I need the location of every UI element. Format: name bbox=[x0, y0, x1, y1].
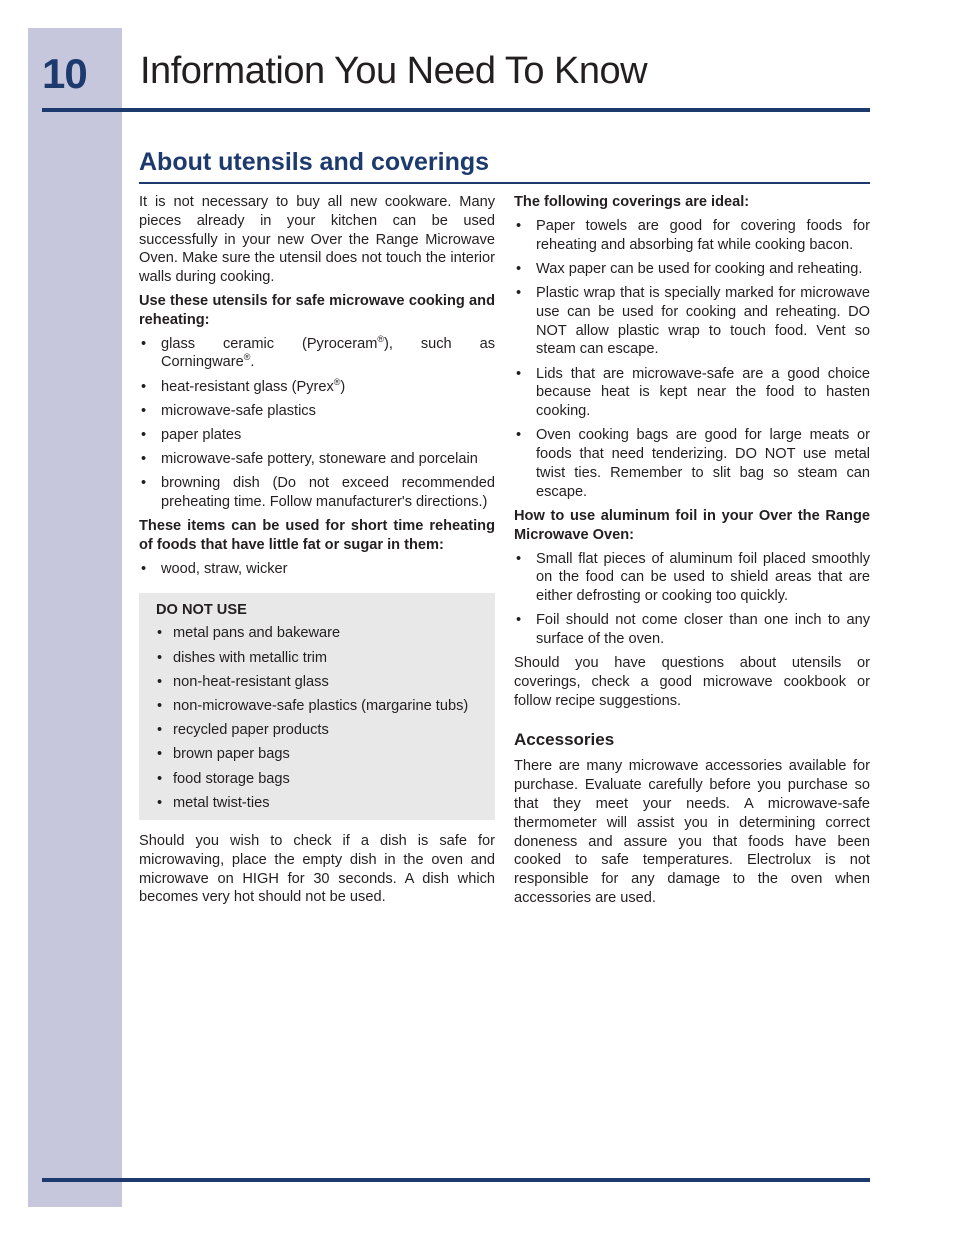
section-title: About utensils and coverings bbox=[139, 148, 490, 176]
list-item: • non-heat-resistant glass bbox=[157, 673, 329, 690]
list-item: • paper plates bbox=[141, 426, 242, 443]
list-item: • Lids that are microwave-safe are a good choice because heat is kept near the food to hasten cooking. bbox=[516, 365, 870, 420]
section-rule bbox=[139, 182, 870, 184]
footer-rule bbox=[42, 1178, 870, 1182]
page-sidebar-band bbox=[28, 28, 122, 1207]
accessories-paragraph: There are many microwave accessories available for purchase. Evaluate carefully before you purchase so that they meet your needs. A microwave-safe thermometer will assist you in determining correct doneness and assure you that foods have been cooked to safe temperatures. Electrolux is not responsible for any damage to the oven when accessories are used. bbox=[514, 758, 870, 907]
dish-check-paragraph: Should you wish to check if a dish is safe for microwaving, place the empty dish in the oven and microwave on HIGH for 30 seconds. A dish which becomes very hot should not be used. bbox=[139, 832, 495, 906]
list-item: • browning dish (Do not exceed recommended preheating time. Follow manufacturer's directions.) bbox=[141, 475, 495, 511]
do-not-use-list bbox=[156, 624, 483, 812]
page-title: Information You Need To Know bbox=[140, 50, 648, 92]
use-utensils-list bbox=[139, 335, 495, 512]
list-item: • Foil should not come closer than one inch to any surface of the oven. bbox=[516, 612, 870, 648]
intro-paragraph: It is not necessary to buy all new cookware. Many pieces already in your kitchen can be used successfully in your new Over the Range Microwave Oven. Make sure the utensil does not touch the interior walls during cooking. bbox=[139, 194, 495, 286]
left-column bbox=[139, 193, 495, 912]
coverings-heading: The following coverings are ideal: bbox=[514, 194, 750, 210]
short-reheating-heading: These items can be used for short time reheating of foods that have little fat or sugar in them: bbox=[139, 518, 495, 554]
list-item: • non-microwave-safe plastics (margarine tubs) bbox=[157, 698, 469, 715]
foil-heading: How to use aluminum foil in your Over the Range Microwave Oven: bbox=[514, 507, 870, 543]
short-reheating-list bbox=[139, 560, 495, 579]
right-column bbox=[514, 193, 870, 913]
list-item: • glass ceramic (Pyroceram®), such as Corningware®. bbox=[141, 333, 495, 371]
foil-list bbox=[514, 550, 870, 649]
coverings-list bbox=[514, 217, 870, 502]
header-rule bbox=[42, 108, 870, 112]
list-item: • Small flat pieces of aluminum foil placed smoothly on the food can be used to shield areas that are either defrosting or cooking too quickly. bbox=[516, 550, 870, 605]
list-item: • Plastic wrap that is specially marked for microwave use can be used for cooking and reheating. DO NOT allow plastic wrap to touch food. Vent so steam can escape. bbox=[516, 284, 870, 358]
list-item: • microwave-safe pottery, stoneware and porcelain bbox=[141, 451, 478, 468]
page-number: 10 bbox=[42, 50, 87, 97]
use-utensils-heading: Use these utensils for safe microwave cooking and reheating: bbox=[139, 292, 495, 328]
list-item: • dishes with metallic trim bbox=[157, 649, 328, 666]
list-item: • microwave-safe plastics bbox=[141, 402, 316, 419]
do-not-use-title: DO NOT USE bbox=[156, 601, 247, 618]
list-item: • metal twist-ties bbox=[157, 794, 270, 811]
list-item: • Oven cooking bags are good for large meats or foods that need tenderizing. DO NOT use metal twist ties. Remember to slit bag so steam can escape. bbox=[516, 427, 870, 500]
list-item: • brown paper bags bbox=[157, 746, 290, 763]
list-item: • food storage bags bbox=[157, 770, 290, 787]
list-item: • wood, straw, wicker bbox=[141, 560, 288, 577]
list-item: • heat-resistant glass (Pyrex®) bbox=[141, 376, 346, 395]
questions-paragraph: Should you have questions about utensils or coverings, check a good microwave cookbook or follow recipe suggestions. bbox=[514, 655, 870, 709]
list-item: • Paper towels are good for covering foods for reheating and absorbing fat while cooking bacon. bbox=[516, 217, 870, 253]
list-item: • metal pans and bakeware bbox=[157, 625, 341, 642]
do-not-use-box bbox=[139, 593, 495, 820]
list-item: • Wax paper can be used for cooking and reheating. bbox=[516, 260, 863, 277]
list-item: • recycled paper products bbox=[157, 722, 329, 739]
accessories-title: Accessories bbox=[514, 729, 615, 749]
